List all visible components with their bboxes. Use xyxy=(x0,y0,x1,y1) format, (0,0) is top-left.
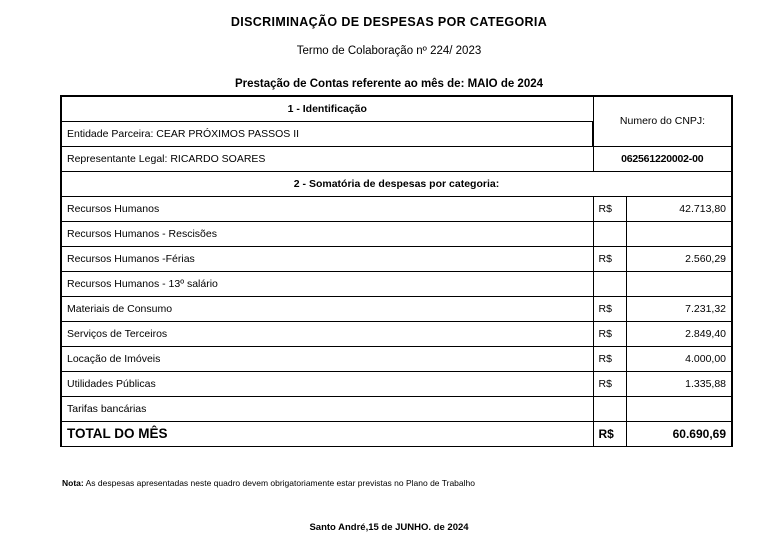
expense-currency: R$ xyxy=(593,321,626,346)
table-row xyxy=(61,321,732,346)
expense-currency xyxy=(593,221,626,246)
document-statement: Prestação de Contas referente ao mês de: MAIO de 2024 xyxy=(234,78,544,90)
expense-label: Recursos Humanos -Férias xyxy=(61,246,593,271)
representative-cell: Representante Legal: RICARDO SOARES xyxy=(61,146,593,171)
note-text: As despesas apresentadas neste quadro devem obrigatoriamente estar previstas no Plano de Trabalho xyxy=(83,478,475,488)
document-subtitle: Termo de Colaboração nº 224/ 2023 xyxy=(296,45,482,57)
section1-header: 1 - Identificação xyxy=(61,96,593,121)
expense-currency: R$ xyxy=(593,296,626,321)
table-row xyxy=(61,371,732,396)
footer-note xyxy=(62,478,475,488)
expense-currency: R$ xyxy=(593,346,626,371)
expense-value: 2.560,29 xyxy=(626,246,732,271)
table-row-total xyxy=(61,421,732,446)
table-row xyxy=(61,221,732,246)
expense-currency: R$ xyxy=(593,246,626,271)
signature-date: Santo André,15 de JUNHO. de 2024 xyxy=(309,522,469,533)
expense-table-container xyxy=(60,95,731,447)
expense-label: Tarifas bancárias xyxy=(61,396,593,421)
expense-value: 42.713,80 xyxy=(626,196,732,221)
cnpj-header: Numero do CNPJ: xyxy=(593,96,732,146)
expense-label: Locação de Imóveis xyxy=(61,346,593,371)
expense-value: 2.849,40 xyxy=(626,321,732,346)
table-row-section2 xyxy=(61,171,732,196)
expense-label: Recursos Humanos - Rescisões xyxy=(61,221,593,246)
expense-currency: R$ xyxy=(593,196,626,221)
table-row xyxy=(61,246,732,271)
expense-value: 4.000,00 xyxy=(626,346,732,371)
expense-label: Recursos Humanos xyxy=(61,196,593,221)
section2-header: 2 - Somatória de despesas por categoria: xyxy=(61,171,732,196)
table-row xyxy=(61,196,732,221)
table-row xyxy=(61,271,732,296)
expense-table xyxy=(60,95,733,447)
document-header xyxy=(0,0,778,90)
cnpj-value-cell: 062561220002-00 xyxy=(593,146,732,171)
note-label: Nota: xyxy=(62,478,84,488)
table-row xyxy=(61,346,732,371)
expense-label: Serviços de Terceiros xyxy=(61,321,593,346)
page-title: DISCRIMINAÇÃO DE DESPESAS POR CATEGORIA xyxy=(230,15,548,29)
expense-label: Utilidades Públicas xyxy=(61,371,593,396)
total-currency: R$ xyxy=(593,421,626,446)
expense-value xyxy=(626,221,732,246)
expense-value xyxy=(626,271,732,296)
expense-value: 7.231,32 xyxy=(626,296,732,321)
total-value: 60.690,69 xyxy=(626,421,732,446)
table-row-section1 xyxy=(61,96,732,121)
expense-label: Materiais de Consumo xyxy=(61,296,593,321)
table-row xyxy=(61,296,732,321)
entity-name-cell: Entidade Parceira: CEAR PRÓXIMOS PASSOS II xyxy=(61,121,593,146)
total-label: TOTAL DO MÊS xyxy=(61,421,593,446)
expense-value: 1.335,88 xyxy=(626,371,732,396)
expense-currency xyxy=(593,396,626,421)
expense-label: Recursos Humanos - 13º salário xyxy=(61,271,593,296)
expense-currency xyxy=(593,271,626,296)
table-row xyxy=(61,396,732,421)
table-row-representative xyxy=(61,146,732,171)
expense-value xyxy=(626,396,732,421)
expense-currency: R$ xyxy=(593,371,626,396)
